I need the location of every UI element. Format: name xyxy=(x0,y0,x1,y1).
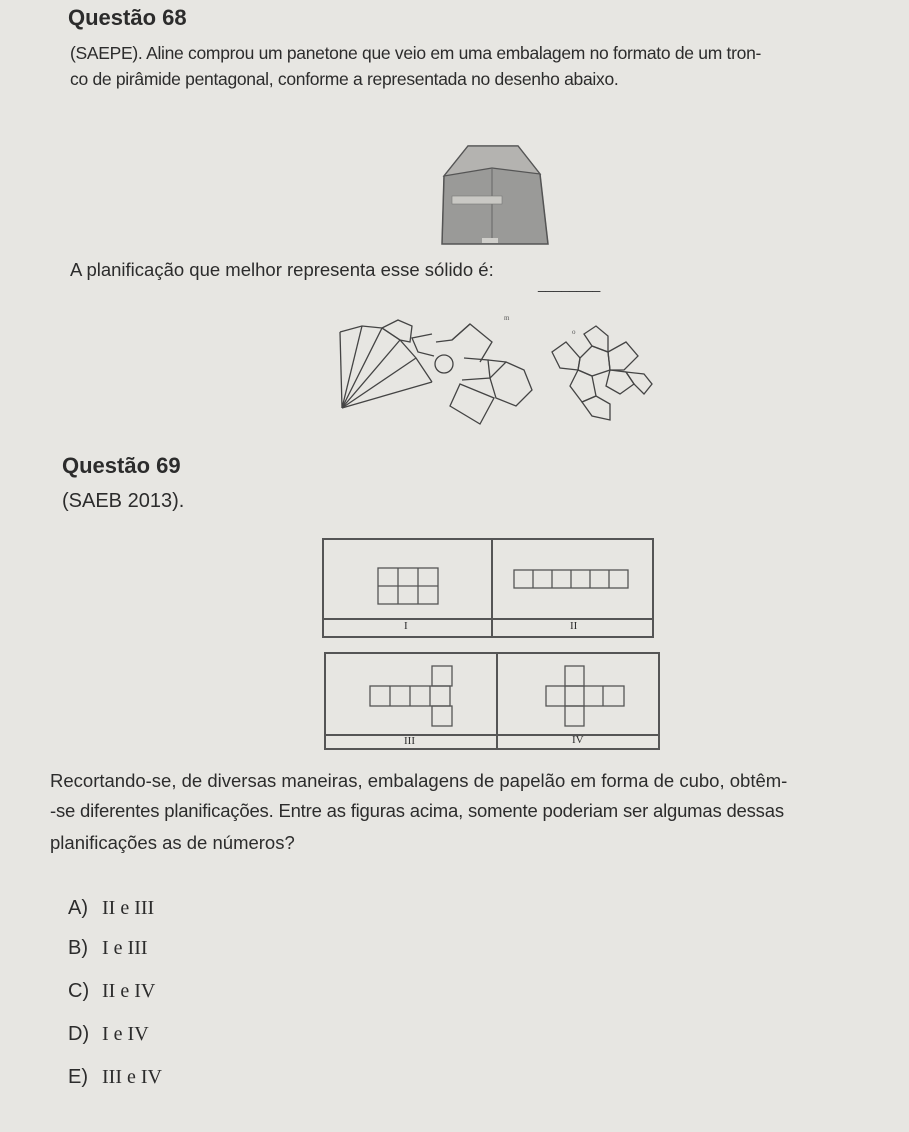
question-69-title: Questão 69 xyxy=(62,453,181,478)
frustum-net xyxy=(412,324,532,424)
option-d-text: I e IV xyxy=(102,1023,149,1045)
option-a-letter: A) xyxy=(68,897,88,919)
answer-blank: ________ xyxy=(538,276,601,292)
question-68-line-2: co de pirâmide pentagonal, conforme a representada no desenho abaixo. xyxy=(70,69,619,89)
option-c-letter: C) xyxy=(68,980,90,1002)
frustum-figure xyxy=(420,140,550,255)
question-68-prompt: A planificação que melhor representa esse sólido é: xyxy=(70,259,494,280)
question-68-title: Questão 68 xyxy=(68,5,187,30)
option-b-letter: B) xyxy=(68,937,88,959)
question-68-line-1: (SAEPE). Aline comprou um panetone que veio em uma embalagem no formato de um tron- xyxy=(70,43,762,63)
option-b[interactable] xyxy=(68,937,148,960)
cube-nets xyxy=(322,538,662,753)
prism-net xyxy=(552,326,652,420)
figure-label-III: III xyxy=(404,735,415,747)
option-b-text: I e III xyxy=(102,937,148,959)
option-c-text: II e IV xyxy=(102,980,156,1002)
option-d-letter: D) xyxy=(68,1023,90,1045)
net-IV xyxy=(546,666,624,726)
triangle-fan xyxy=(340,320,432,408)
option-d[interactable] xyxy=(68,1023,149,1046)
option-a[interactable] xyxy=(68,897,154,920)
figure-label-I: I xyxy=(404,620,408,632)
option-a-text: II e III xyxy=(102,897,155,919)
question-69-line-1: Recortando-se, de diversas maneiras, embalagens de papelão em forma de cubo, obtêm- xyxy=(50,770,788,791)
net-III xyxy=(370,666,452,726)
svg-text:m: m xyxy=(504,314,510,322)
question-69-source: (SAEB 2013). xyxy=(62,490,185,512)
option-e-letter: E) xyxy=(68,1066,88,1088)
svg-text:o: o xyxy=(572,328,576,336)
net-I xyxy=(378,568,438,604)
planification-figures xyxy=(320,312,650,437)
question-69-line-3: planificações as de números? xyxy=(50,832,295,853)
option-e[interactable] xyxy=(68,1066,162,1089)
net-II xyxy=(514,570,628,588)
option-e-text: III e IV xyxy=(102,1066,162,1088)
option-c[interactable] xyxy=(68,980,155,1003)
question-69-line-2: -se diferentes planificações. Entre as figuras acima, somente poderiam ser algumas dessas xyxy=(50,800,784,821)
figure-label-II: II xyxy=(570,620,578,632)
figure-label-IV: IV xyxy=(572,734,584,746)
